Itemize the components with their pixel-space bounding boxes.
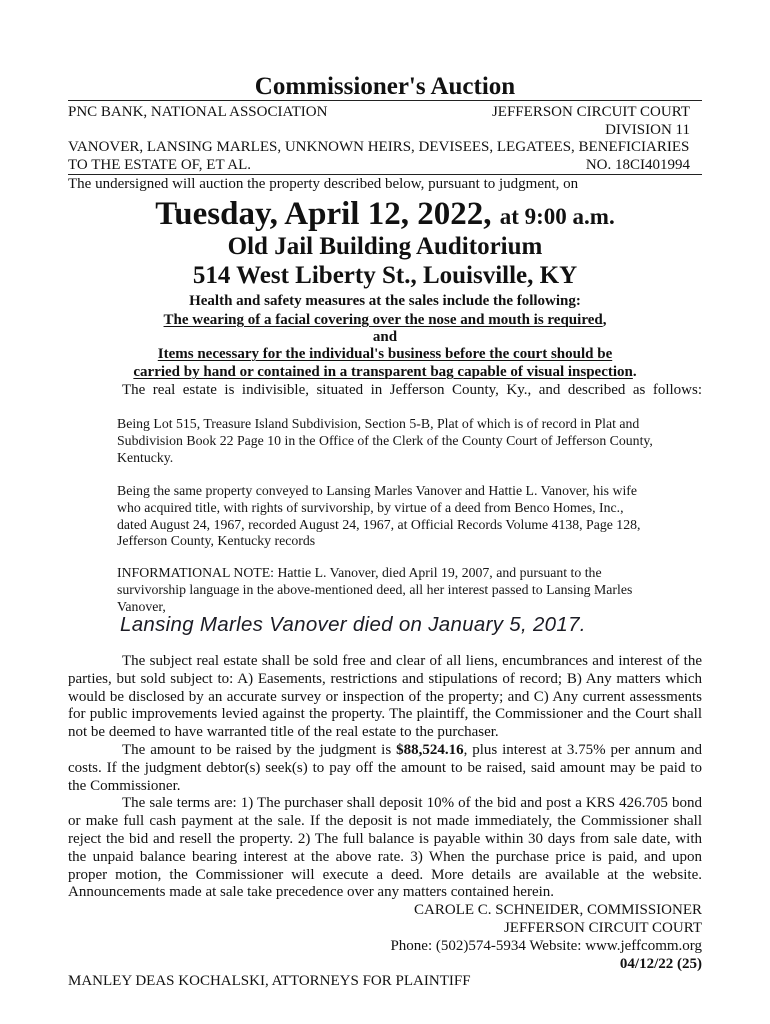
judgment-amount: $88,524.16 — [396, 741, 464, 758]
defendants-line-1: VANOVER, LANSING MARLES, UNKNOWN HEIRS, DEVISEES, LEGATEES, BENEFICIARIES — [68, 139, 690, 155]
legal-note-block — [117, 565, 632, 615]
terms-sale-line: Announcements made at sale take precedence over any matters contained herein. — [68, 884, 555, 901]
amount-lead-text: The amount to be raised by the judgment is — [122, 741, 392, 758]
defendants-line-2: TO THE ESTATE OF, ET AL. — [68, 157, 252, 173]
terms-liens-line: for public improvements levied against the property. The plaintiff, the Commissioner and the Court shall — [68, 706, 702, 723]
terms-sale-line: proper motion, the Commissioner will execute a deed. More details are available at the website. — [68, 866, 702, 883]
sale-date: Tuesday, April 12, 2022, — [155, 196, 492, 232]
signature-contact: Phone: (502)574-5934 Website: www.jeffcomm.org — [390, 937, 702, 954]
terms-amount-line — [68, 742, 702, 760]
health-heading: Health and safety measures at the sales include the following: — [189, 293, 581, 309]
legal-conveyance-line: who acquired title, with rights of survivorship, by virtue of a deed from Benco Homes, Inc., — [117, 499, 624, 515]
legal-note-line: survivorship language in the above-mentioned deed, all her interest passed to Lansing Marles — [117, 581, 633, 597]
terms-liens-line: not be deemed to have warranted title of the real estate to the purchaser. — [68, 724, 499, 741]
terms-liens-line: The subject real estate shall be sold free and clear of all liens, encumbrances and interest of the — [122, 653, 702, 669]
items-requirement-1: Items necessary for the individual's business before the court should be — [157, 346, 613, 362]
handwritten-note: Lansing Marles Vanover died on January 5, 2017. — [120, 613, 586, 636]
sale-address: 514 West Liberty St., Louisville, KY — [192, 262, 578, 289]
legal-conveyance-block — [117, 483, 640, 550]
court-division: DIVISION 11 — [605, 122, 690, 138]
legal-conveyance-line: Being the same property conveyed to Lansing Marles Vanover and Hattie L. Vanover, his wife — [117, 483, 638, 498]
terms-body — [68, 653, 702, 991]
terms-liens-line: would be disclosed by an accurate survey or inspection of the property; and C) Any current assessments — [68, 688, 702, 705]
signature-name: CAROLE C. SCHNEIDER, COMMISSIONER — [414, 902, 702, 919]
legal-lot-line: Kentucky. — [117, 449, 174, 465]
caption-row-4 — [68, 156, 702, 174]
mask-punct: , — [602, 312, 607, 328]
mask-requirement: The wearing of a facial covering over the nose and mouth is required — [163, 312, 603, 328]
legal-conveyance-line: Jefferson County, Kentucky records — [117, 533, 316, 549]
title-rule — [68, 100, 702, 101]
terms-liens-line: parties, but sold subject to: A) Easements, restrictions and stipulations of record; B) Any matters which — [68, 670, 702, 687]
terms-amount-line: the Commissioner. — [68, 777, 181, 794]
amount-tail-text: , plus interest at 3.75% per annum and — [463, 741, 702, 758]
case-number: NO. 18CI401994 — [585, 157, 690, 173]
terms-sale-line: The sale terms are: 1) The purchaser shall deposit 10% of the bid and post a KRS 426.705 bond — [122, 795, 702, 812]
terms-sale-line: or make full cash payment at the sale. If the deposit is not made immediately, the Commissioner shall — [68, 813, 702, 830]
health-conjunction: and — [372, 329, 398, 345]
legal-conveyance-line: dated August 24, 1967, recorded August 24, 1967, at Official Records Volume 4138, Page 128, — [117, 516, 641, 532]
health-items-line-1 — [68, 345, 702, 363]
items-punct: . — [632, 364, 637, 380]
caption-row-2 — [68, 121, 702, 139]
legal-note-line: Vanover, — [117, 598, 166, 614]
legal-lot-line: Being Lot 515, Treasure Island Subdivision, Section 5-B, Plat of which is of record in Plat and — [117, 416, 640, 431]
court-name: JEFFERSON CIRCUIT COURT — [491, 104, 690, 120]
signature-court: JEFFERSON CIRCUIT COURT — [503, 919, 702, 936]
health-mask-line — [68, 311, 702, 329]
legal-lot-block — [117, 416, 653, 466]
description-intro: The real estate is indivisible, situated in Jefferson County, Ky., and described as follows: — [122, 382, 702, 398]
items-requirement-2: carried by hand or contained in a transparent bag capable of visual inspection — [133, 364, 633, 380]
terms-amount-line: costs. If the judgment debtor(s) seek(s) to pay off the amount to be raised, said amount may be paid to — [68, 759, 702, 776]
sale-location: Old Jail Building Auditorium — [227, 233, 543, 260]
legal-lot-line: Subdivision Book 22 Page 10 in the Office of the Clerk of the County Court of Jefferson County, — [117, 432, 653, 448]
legal-note-line: INFORMATIONAL NOTE: Hattie L. Vanover, died April 19, 2007, and pursuant to the — [117, 565, 602, 580]
terms-sale-line: the unpaid balance bearing interest at the above rate. 3) When the purchase price is paid, and upon — [68, 848, 702, 865]
health-items-line-2 — [68, 363, 702, 381]
plaintiff-attorneys: MANLEY DEAS KOCHALSKI, ATTORNEYS FOR PLAINTIFF — [68, 973, 471, 990]
sale-time: at 9:00 a.m. — [499, 204, 615, 229]
plaintiff-name: PNC BANK, NATIONAL ASSOCIATION — [68, 104, 328, 120]
intro-text: The undersigned will auction the property described below, pursuant to judgment, on — [68, 176, 579, 192]
terms-sale-line: reject the bid and resell the property. 2) The full balance is payable within 30 days from sale date, with — [68, 830, 702, 847]
sale-datetime — [68, 195, 702, 236]
caption-row-1 — [68, 103, 702, 121]
publication-reference: 04/12/22 (25) — [619, 955, 702, 972]
caption-row-3 — [68, 138, 702, 156]
notice-title: Commissioner's Auction — [254, 73, 516, 100]
